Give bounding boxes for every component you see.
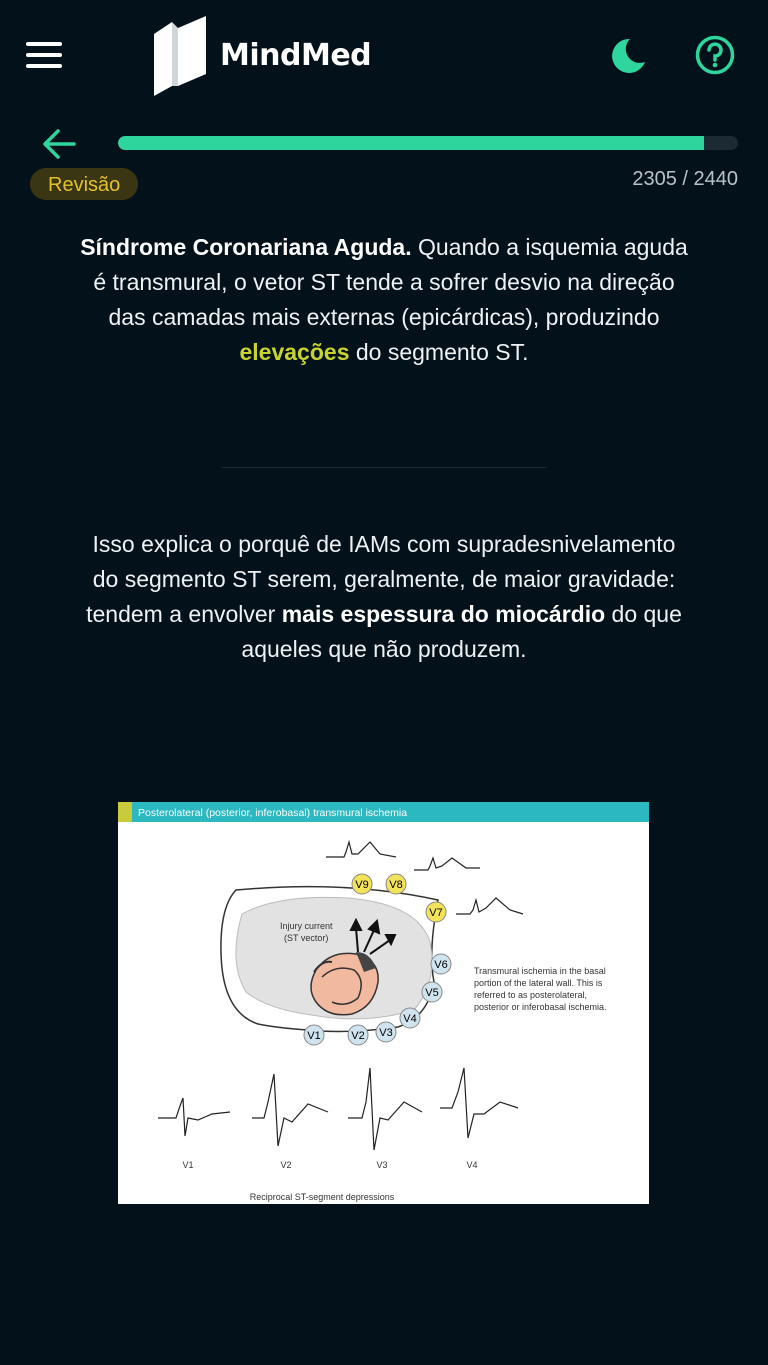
lead-label: V5 bbox=[425, 987, 439, 999]
svg-text:V2: V2 bbox=[280, 1160, 292, 1170]
arrow-left-icon bbox=[40, 126, 78, 162]
ecg-trace-v8 bbox=[414, 858, 480, 870]
ecg-trace-v9 bbox=[326, 842, 396, 857]
progress-bar-fill bbox=[118, 136, 704, 150]
figure-footer: Reciprocal ST-segment depressions bbox=[249, 1192, 395, 1202]
paragraph-text: do segmento ST. bbox=[349, 339, 529, 365]
app-name: MindMed bbox=[220, 37, 372, 73]
lead-label: V9 bbox=[355, 879, 369, 891]
ecg-figure bbox=[118, 802, 649, 1204]
menu-line bbox=[26, 42, 62, 46]
reciprocal-ecg-traces bbox=[158, 1068, 518, 1150]
lead-label: V6 bbox=[434, 959, 448, 971]
svg-text:V3: V3 bbox=[376, 1160, 388, 1170]
svg-text:posterior or inferobasal ische: posterior or inferobasal ischemia. bbox=[474, 1002, 607, 1012]
card-paragraph-1 bbox=[80, 230, 688, 370]
svg-text:V4: V4 bbox=[466, 1160, 478, 1170]
figure-title: Posterolateral (posterior, inferobasal) transmural ischemia bbox=[138, 807, 408, 819]
paragraph-text: do que aqueles que não produzem. bbox=[241, 601, 682, 662]
svg-text:portion of the lateral wall. T: portion of the lateral wall. This is bbox=[474, 978, 603, 988]
section-divider bbox=[222, 467, 546, 468]
injury-label-1: Injury current bbox=[280, 921, 333, 931]
lead-label: V8 bbox=[389, 879, 403, 891]
lead-label: V1 bbox=[307, 1030, 321, 1042]
highlighted-term: elevações bbox=[239, 339, 350, 365]
app-logo bbox=[150, 12, 390, 98]
card-paragraph-2 bbox=[80, 527, 688, 667]
ischemia-diagram bbox=[118, 802, 649, 1204]
lead-label: V7 bbox=[429, 907, 443, 919]
ecg-trace-v7 bbox=[456, 898, 523, 914]
help-button[interactable] bbox=[694, 34, 736, 76]
svg-text:referred to as posterolateral,: referred to as posterolateral, bbox=[474, 990, 588, 1000]
menu-button[interactable] bbox=[26, 42, 62, 68]
injury-label-2: (ST vector) bbox=[284, 933, 329, 943]
paragraph-text: Quando a isquemia aguda é transmural, o vetor ST tende a sofrer desvio na direção das camadas mais externas (epicárdicas), produzindo bbox=[93, 234, 688, 330]
dark-mode-toggle[interactable] bbox=[608, 36, 648, 76]
paragraph-text: Isso explica o porquê de IAMs com supradesnivelamento do segmento ST serem, geralmente, de maior gravidade: tendem a envolver bbox=[86, 531, 676, 627]
lower-lead-labels bbox=[182, 1160, 477, 1170]
progress-counter: 2305 / 2440 bbox=[632, 168, 738, 190]
figure-caption bbox=[474, 966, 607, 1012]
lead-label: V4 bbox=[403, 1013, 417, 1025]
lead-label: V3 bbox=[379, 1027, 393, 1039]
question-circle-icon bbox=[694, 34, 736, 76]
lead-label: V2 bbox=[351, 1030, 365, 1042]
menu-line bbox=[26, 64, 62, 68]
svg-text:Transmural ischemia in the bas: Transmural ischemia in the basal bbox=[474, 966, 606, 976]
review-badge: Revisão bbox=[30, 168, 138, 200]
back-button[interactable] bbox=[40, 126, 78, 162]
moon-icon bbox=[608, 36, 648, 76]
bold-term: mais espessura do miocárdio bbox=[281, 601, 606, 627]
menu-line bbox=[26, 53, 62, 57]
mindmed-logo-icon bbox=[150, 14, 208, 96]
progress-bar bbox=[118, 136, 738, 150]
svg-text:V1: V1 bbox=[182, 1160, 194, 1170]
paragraph-title: Síndrome Coronariana Aguda. bbox=[80, 234, 412, 260]
figure-title-accent bbox=[118, 802, 132, 822]
